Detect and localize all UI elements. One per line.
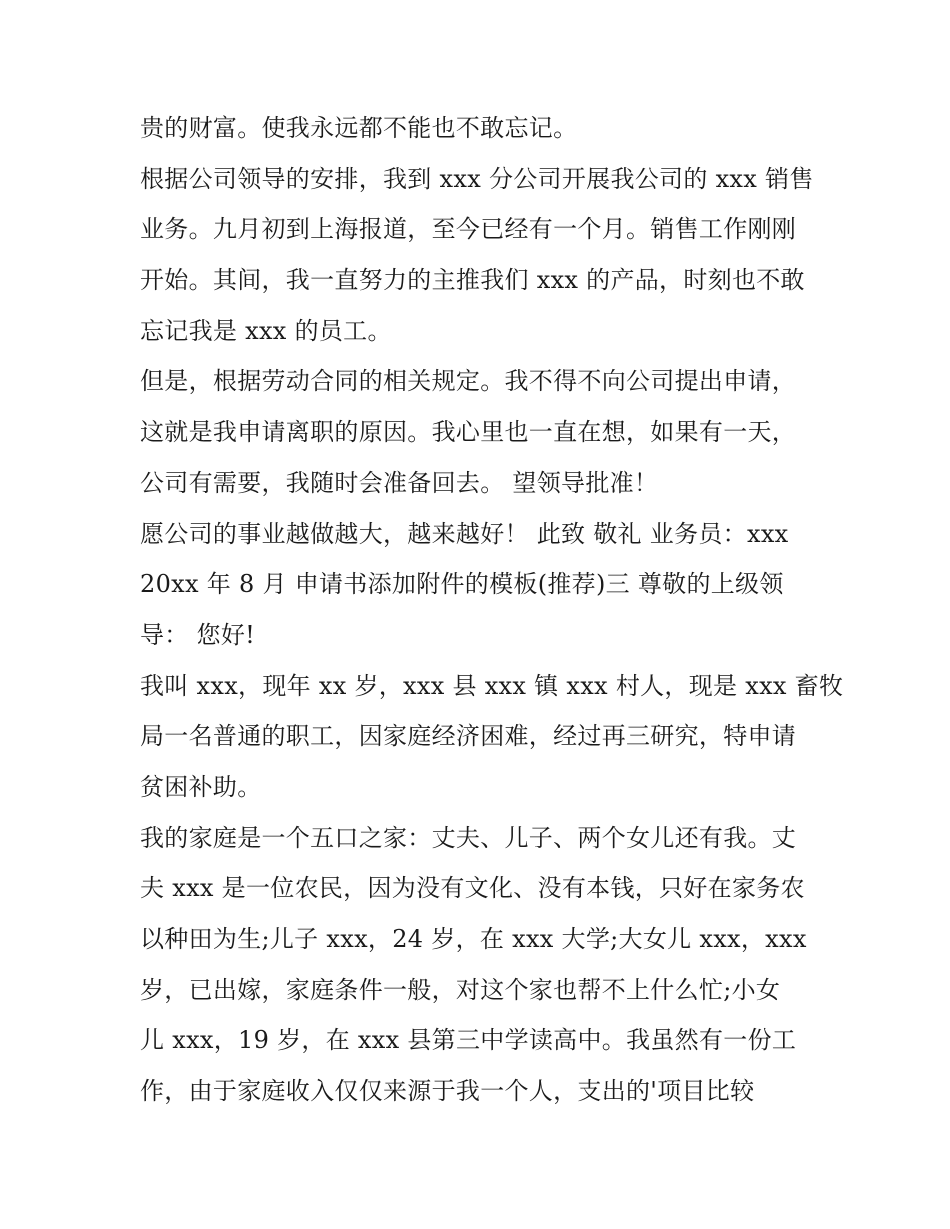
text-line: 根据公司领导的安排，我到 xxx 分公司开展我公司的 xxx 销售 <box>140 164 814 193</box>
text-line: 贵的财富。使我永远都不能也不敢忘记。 <box>140 114 578 142</box>
text-line: 业务。九月初到上海报道，至今已经有一个月。销售工作刚刚 <box>140 215 797 244</box>
text-line: 愿公司的事业越做越大，越来越好！ 此致 敬礼 业务员：xxx <box>140 519 789 548</box>
text-line: 贫困补助。 <box>140 772 262 801</box>
document-body <box>140 103 844 1117</box>
text-line: 以种田为生;儿子 xxx，24 岁，在 xxx 大学;大女儿 xxx，xxx <box>140 925 807 953</box>
text-line: 20xx 年 8 月 申请书添加附件的模板(推荐)三 尊敬的上级领 <box>140 570 784 599</box>
text-line: 这就是我申请离职的原因。我心里也一直在想，如果有一天， <box>140 418 797 447</box>
text-line: 夫 xxx 是一位农民，因为没有文化、没有本钱，只好在家务农 <box>140 874 805 903</box>
text-line: 局一名普通的职工，因家庭经济困难，经过再三研究，特申请 <box>140 722 797 751</box>
text-line: 但是，根据劳动合同的相关规定。我不得不向公司提出申请， <box>140 367 797 396</box>
text-line: 我的家庭是一个五口之家：丈夫、儿子、两个女儿还有我。丈 <box>140 823 797 852</box>
text-line: 作，由于家庭收入仅仅来源于我一个人，支出的'项目比较 <box>140 1077 755 1106</box>
text-line: 忘记我是 xxx 的员工。 <box>140 316 392 345</box>
text-line: 我叫 xxx，现年 xx 岁，xxx 县 xxx 镇 xxx 村人，现是 xxx 畜牧 <box>140 671 844 700</box>
text-line: 岁，已出嫁，家庭条件一般，对这个家也帮不上什么忙;小女 <box>140 975 781 1004</box>
text-line: 儿 xxx，19 岁，在 xxx 县第三中学读高中。我虽然有一份工 <box>140 1026 797 1055</box>
text-line: 公司有需要，我随时会准备回去。 望领导批准！ <box>140 468 659 497</box>
text-line: 开始。其间，我一直努力的主推我们 xxx 的产品，时刻也不敢 <box>140 266 805 295</box>
text-line: 导： 您好! <box>140 620 256 649</box>
